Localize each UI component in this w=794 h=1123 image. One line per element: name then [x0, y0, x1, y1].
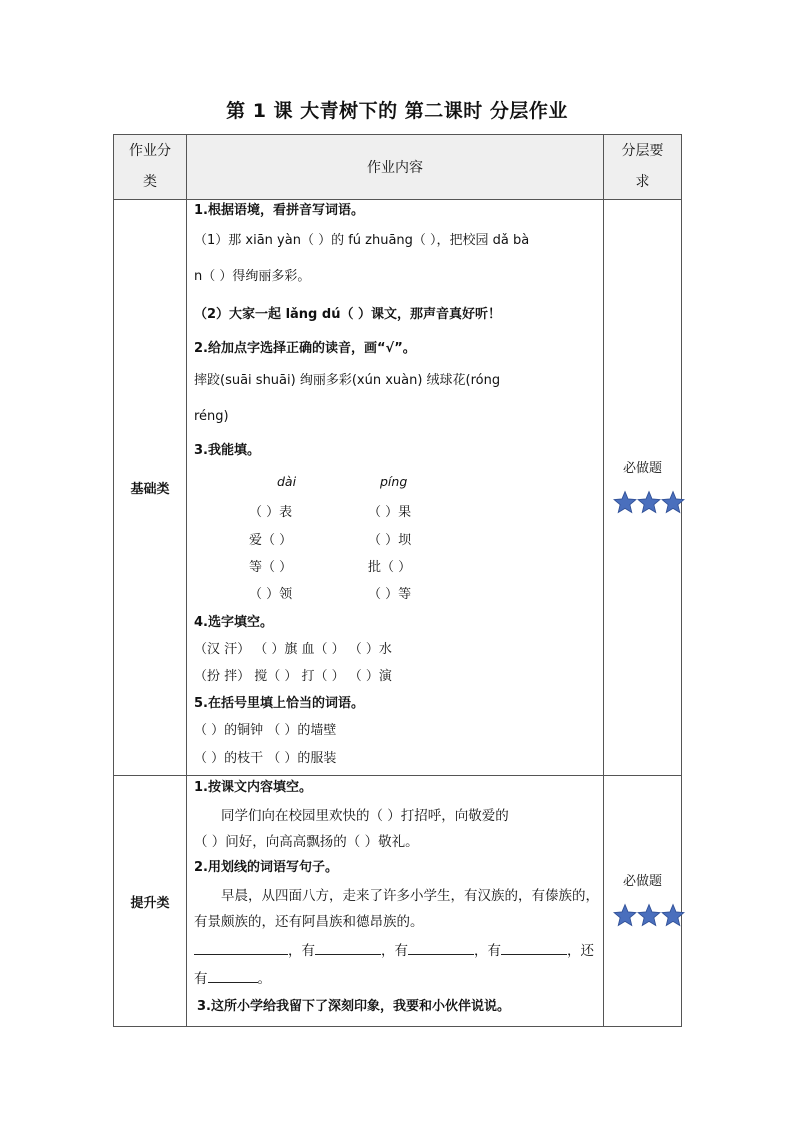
requirement-basic: [604, 200, 682, 776]
table-row-advanced: [114, 776, 682, 1027]
star-icon: [612, 903, 638, 928]
basic-q1-title: 1.根据语境，看拼音写词语。: [194, 203, 364, 218]
category-advanced: 提升类: [114, 776, 187, 1027]
header-requirement: [604, 135, 682, 200]
advanced-q2-fill-line1: [194, 942, 594, 960]
fill-blank-5: [208, 970, 258, 983]
fill-line2-prefix: 有: [194, 971, 208, 987]
advanced-q2-fill-line2: [194, 970, 271, 988]
basic-q3-r1-c2: （ ）果: [368, 505, 412, 520]
page-title: 第 1 课 大青树下的 第二课时 分层作业: [226, 100, 568, 122]
fill-blank-1: [194, 942, 288, 955]
basic-q4-line2: （扮 拌） 搅（ ） 打（ ） （ ）演: [194, 669, 392, 684]
content-advanced: [187, 776, 604, 1027]
basic-q3-pinyin-ping: píng: [380, 474, 408, 489]
advanced-q1-line1: 同学们向在校园里欢快的（ ）打招呼，向敬爱的: [221, 808, 509, 824]
basic-q3-r2-c2: （ ）坝: [368, 533, 412, 548]
advanced-q2-title: 2.用划线的词语写句子。: [194, 860, 338, 875]
star-icon: [612, 490, 638, 515]
basic-q3-r1-c1: （ ）表: [249, 505, 293, 520]
header-category: [114, 135, 187, 200]
fill-sep-3: ，有: [474, 943, 501, 959]
advanced-q3-title: 3.这所小学给我留下了深刻印象，我要和小伙伴说说。: [197, 999, 510, 1014]
content-basic: [187, 200, 604, 776]
requirement-advanced: [604, 776, 682, 1027]
advanced-q1-title: 1.按课文内容填空。: [194, 780, 312, 795]
star-rating-basic: [612, 490, 681, 519]
star-icon: [660, 490, 686, 515]
homework-table: [113, 134, 682, 1027]
basic-q1-line3: （2）大家一起 lǎng dú（ ）课文，那声音真好听！: [194, 307, 501, 322]
requirement-advanced-label: 必做题: [622, 874, 662, 889]
basic-q3-r4-c1: （ ）领: [249, 587, 293, 602]
basic-q3-r3-c1: 等（ ）: [249, 560, 293, 575]
basic-q4-line1: （汉 汗） （ ）旗 血（ ） （ ）水: [194, 642, 392, 657]
star-rating-advanced: [612, 903, 681, 932]
basic-q4-title: 4.选字填空。: [194, 615, 273, 630]
basic-q2-line2: réng): [194, 409, 229, 424]
basic-q2-title: 2.给加点字选择正确的读音，画“√”。: [194, 341, 416, 356]
fill-blank-4: [501, 942, 567, 955]
basic-q3-title: 3.我能填。: [194, 443, 260, 458]
header-category-line1: 作业分: [129, 143, 171, 159]
basic-q1-line2: n（ ）得绚丽多彩。: [194, 269, 311, 284]
table-row-basic: [114, 200, 682, 776]
fill-line2-suffix: 。: [257, 971, 271, 987]
table-header-row: [114, 135, 682, 200]
advanced-q1-line2: （ ）问好，向高高飘扬的（ ）敬礼。: [194, 834, 419, 850]
header-requirement-line2: 求: [635, 174, 650, 190]
star-icon: [636, 903, 662, 928]
fill-sep-1: ，有: [288, 943, 315, 959]
header-category-line2: 类: [143, 174, 157, 190]
basic-q3-pinyin-dai: dài: [277, 474, 297, 489]
star-icon: [636, 490, 662, 515]
fill-sep-2: ，有: [381, 943, 408, 959]
basic-q3-r4-c2: （ ）等: [368, 587, 412, 602]
category-basic: 基础类: [114, 200, 187, 776]
fill-sep-4: ，还: [567, 943, 594, 959]
advanced-q2-line1: 早晨，从四面八方，走来了许多小学生，有汉族的，有傣族的，: [221, 888, 599, 904]
fill-blank-3: [408, 942, 474, 955]
basic-q5-line1: （ ）的铜钟 （ ）的墙壁: [194, 723, 337, 738]
advanced-q2-line2: 有景颇族的，还有阿昌族和德昂族的。: [194, 914, 424, 930]
basic-q3-r3-c2: 批（ ）: [368, 560, 412, 575]
basic-q5-title: 5.在括号里填上恰当的词语。: [194, 696, 364, 711]
header-content: 作业内容: [187, 135, 604, 200]
basic-q1-line1: （1）那 xiān yàn（ ）的 fú zhuāng（ ），把校园 dǎ bà: [194, 233, 530, 248]
basic-q3-r2-c1: 爱（ ）: [249, 533, 293, 548]
basic-q5-line2: （ ）的枝干 （ ）的服装: [194, 751, 337, 766]
fill-blank-2: [315, 942, 381, 955]
basic-q2-line1: 摔跤(suāi shuāi) 绚丽多彩(xún xuàn) 绒球花(róng: [194, 373, 501, 388]
requirement-basic-label: 必做题: [622, 460, 662, 476]
header-requirement-line1: 分层要: [621, 143, 664, 159]
star-icon: [660, 903, 686, 928]
